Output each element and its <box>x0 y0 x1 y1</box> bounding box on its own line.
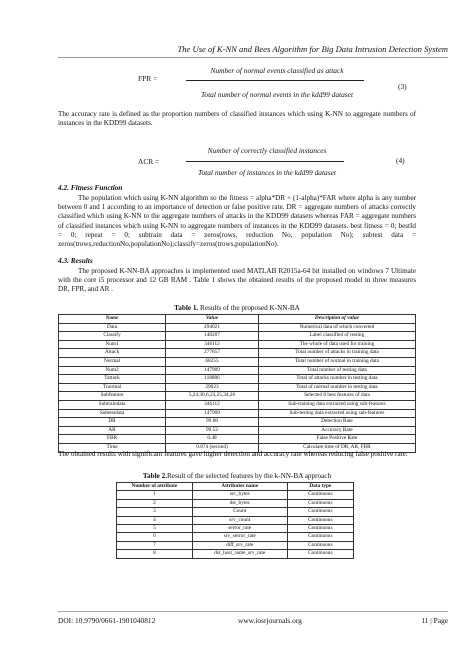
table-header-row <box>59 315 416 324</box>
table-cell: 3 <box>117 508 193 516</box>
section-heading-results: 4.3. Results <box>58 256 93 265</box>
table-row <box>117 541 354 549</box>
table-row <box>117 499 354 507</box>
table-row <box>59 426 416 435</box>
column-header: Value <box>166 315 259 324</box>
table-row <box>59 332 416 341</box>
table-cell: Continuous <box>287 508 353 516</box>
footer-page-number: 11 | Page <box>421 616 448 625</box>
table-cell: Total number of attacks in training data <box>258 349 415 358</box>
table-cell: 29023 <box>166 383 259 392</box>
table-cell: 5,24,30,6,23,25,34,26 <box>166 392 259 401</box>
table-cell: Attack <box>59 349 166 358</box>
table-cell: Continuous <box>287 516 353 524</box>
table-cell: Tattack <box>59 375 166 384</box>
table-cell: 5 <box>117 525 193 533</box>
table-cell: dst_bytes <box>192 499 287 507</box>
column-header: Name <box>59 315 166 324</box>
table-cell: Total of normal number in testing data <box>258 383 415 392</box>
table-cell: 147909 <box>166 409 259 418</box>
table-cell: Total number of testing data <box>258 366 415 375</box>
table-row <box>59 400 416 409</box>
table-cell: 0.48 <box>166 435 259 444</box>
table-row <box>59 409 416 418</box>
equation-label: ACR = <box>138 157 160 166</box>
table-row <box>59 349 416 358</box>
table-cell: Normal <box>59 357 166 366</box>
section-heading-fitness: 4.2. Fitness Function <box>58 183 123 192</box>
fraction-bar <box>186 80 364 81</box>
table-cell: src_bytes <box>192 491 287 499</box>
table-cell: Calculate time of DR, AR, FBR <box>258 443 415 452</box>
table-row <box>117 516 354 524</box>
equation-label: FPR = <box>138 74 158 83</box>
table-cell: Selected 8 best features of data <box>258 392 415 401</box>
table-cell: 0.874 (second) <box>166 443 259 452</box>
table-row <box>59 392 416 401</box>
table-cell: 68255 <box>166 357 259 366</box>
table2-caption <box>58 472 416 480</box>
table-row <box>117 508 354 516</box>
table-cell: 346112 <box>166 400 259 409</box>
table-cell: Num2 <box>59 366 166 375</box>
table-cell: Label classified of testing <box>258 332 415 341</box>
footer-rule <box>58 611 448 612</box>
table-cell: 346112 <box>166 340 259 349</box>
table-cell: 148207 <box>166 332 259 341</box>
table-header-row <box>117 483 354 491</box>
table-cell: Continuous <box>287 525 353 533</box>
table-cell: Subtraindata <box>59 400 166 409</box>
running-header: The Use of K-NN and Bees Algorithm for Big Data Intrusion Detection System <box>177 44 448 54</box>
table-cell: Tnormal <box>59 383 166 392</box>
table-cell: 277857 <box>166 349 259 358</box>
table-cell: 99 88 <box>166 418 259 427</box>
table-cell: Continuous <box>287 533 353 541</box>
column-header: Data type <box>287 483 353 491</box>
table-cell: 99.52 <box>166 426 259 435</box>
table-cell: 8 <box>117 550 193 558</box>
equation-number: (3) <box>398 82 407 91</box>
table-cell: srv_serror_rate <box>192 533 287 541</box>
table-cell: Data <box>59 323 166 332</box>
paragraph-obtained-results: The obtained results with significant features gave higher detection and accuracy rate whereas reducing false positive rate. <box>58 450 408 458</box>
equation-numerator: Number of correctly classified instances <box>207 146 327 155</box>
table-cell: Continuous <box>287 541 353 549</box>
table1-caption <box>58 304 416 312</box>
table-cell: 1 <box>117 491 193 499</box>
footer-doi: DOI: 10.9790/0661-1901040812 <box>58 616 156 625</box>
column-header: Description of value <box>258 315 415 324</box>
column-header: Number of attribute <box>117 483 193 491</box>
table-cell: Continuous <box>287 491 353 499</box>
table-cell: Num1 <box>59 340 166 349</box>
equation-denominator: Total number of normal events in the kdd99 dataset <box>200 90 354 99</box>
table-cell: srv_count <box>192 516 287 524</box>
table-row <box>59 418 416 427</box>
table-cell: Subtestdata <box>59 409 166 418</box>
table-row <box>59 383 416 392</box>
table-cell: Classify <box>59 332 166 341</box>
table-cell: Numerical data of which converted <box>258 323 415 332</box>
table-row <box>59 435 416 444</box>
table1-caption-text: Results of the proposed K-NN-BA <box>198 304 300 312</box>
table-cell: Sub-training data extracted using sub-features <box>258 400 415 409</box>
selected-features-table <box>116 482 354 559</box>
table-cell: diff_srv_rate <box>192 541 287 549</box>
table-row <box>59 323 416 332</box>
table-cell: 147909 <box>166 366 259 375</box>
paragraph-results: The proposed K-NN-BA approaches is implemented used MATLAB R2015a-64 bit installed on windows 7 Ultimate with the core i5 processor and 12 GB RAM . Table 1 shows the obtained results of the proposed model in three measures DR, FPR, and AR . <box>58 267 416 294</box>
table-cell: Total of attacks number in testing data <box>258 375 415 384</box>
paragraph-fitness: The population which using K-NN algorithm so the fitness = alpha*DR + (1-alpha)*FAR where alpha is any number between 0 and 1 according to an importance of detection or false positive rate. DR = aggregate numbers of attacks correctly classified which using K-NN to the aggregate numbers of attacks in the KDD99 datasets whereas FAR = aggregate numbers of classified instances which using K-NN to aggregate numbers of instances in the KDD99 datasets. best fitness = 0; bestId = 0; repeat = 0; subtrain data = zeros(rows, reduction No, population No); subtest data = zeros(trows,reductionNo,populationNo);classify=zeros(trows,populationNo). <box>58 194 416 249</box>
table-cell: Detection Rate <box>258 418 415 427</box>
table-cell: Total number of normal in training data <box>258 357 415 366</box>
table-cell: Subfeature <box>59 392 166 401</box>
table-cell: 7 <box>117 541 193 549</box>
table-cell: DR <box>59 418 166 427</box>
table-cell: 6 <box>117 533 193 541</box>
table-cell: 4 <box>117 516 193 524</box>
table-cell: serror_rate <box>192 525 287 533</box>
table-cell: dst_host_same_srv_rate <box>192 550 287 558</box>
table-cell: Accuracy Rate <box>258 426 415 435</box>
table-row <box>117 533 354 541</box>
table-cell: AR <box>59 426 166 435</box>
table-row <box>117 525 354 533</box>
table1-caption-label: Table 1. <box>174 304 199 312</box>
header-rule <box>58 57 448 58</box>
table-row <box>59 375 416 384</box>
results-table <box>58 314 416 453</box>
column-header: Attributes name <box>192 483 287 491</box>
fraction-bar <box>186 161 344 162</box>
table2-caption-label: Table 2. <box>142 472 168 480</box>
table-cell: 118886 <box>166 375 259 384</box>
table-row <box>59 357 416 366</box>
table-row <box>59 340 416 349</box>
equation-numerator: Number of normal events classified as attack <box>210 66 344 75</box>
table-cell: Count <box>192 508 287 516</box>
table2-caption-text: Result of the selected features by the k-NN-BA approach <box>167 472 332 480</box>
table-cell: The whole of data used for training <box>258 340 415 349</box>
table-cell: 2 <box>117 499 193 507</box>
table-cell: Continuous <box>287 550 353 558</box>
table-cell: Time <box>59 443 166 452</box>
table-cell: FBR <box>59 435 166 444</box>
table-row <box>117 491 354 499</box>
table-cell: Sub-testing data extracted using sub-features <box>258 409 415 418</box>
equation-denominator: Total number of instances in the kdd99 dataset <box>198 168 336 177</box>
table-cell: False Positive Rate <box>258 435 415 444</box>
table-cell: Continuous <box>287 499 353 507</box>
paragraph-accuracy: The accuracy rate is defined as the proportion numbers of classified instances which using K-NN to aggregate numbers of instances in the KDD99 datasets. <box>58 110 416 128</box>
table-cell: 494021 <box>166 323 259 332</box>
table-row <box>117 550 354 558</box>
equation-number: (4) <box>396 156 405 165</box>
footer-website: www.iosrjournals.org <box>238 616 302 625</box>
table-row <box>59 366 416 375</box>
